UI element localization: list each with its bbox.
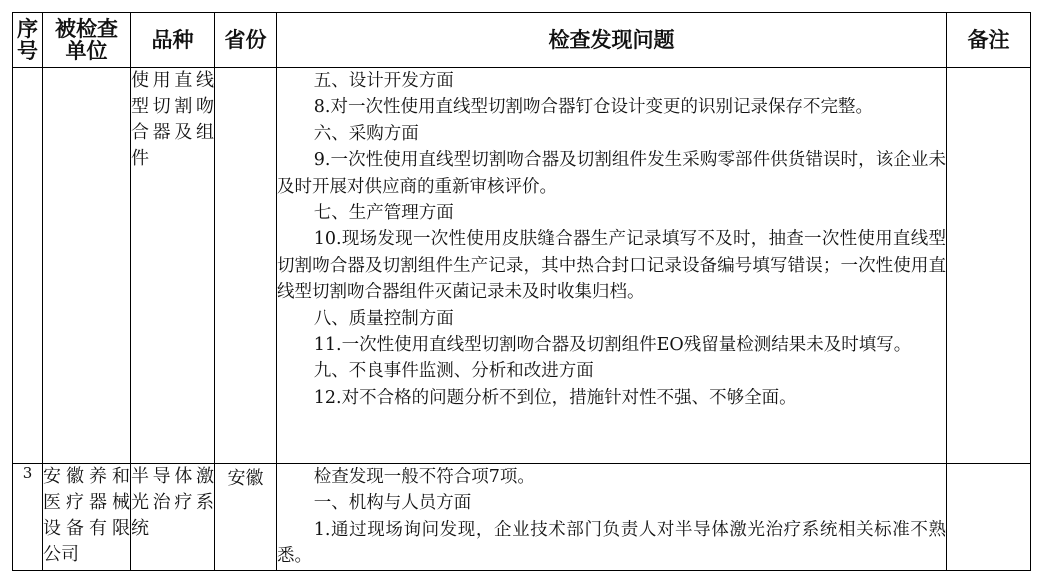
header-product: 品种 [131, 13, 215, 68]
row-findings [277, 68, 947, 464]
finding-heading: 九、不良事件监测、分析和改进方面 [313, 361, 594, 382]
finding-heading: 五、设计开发方面 [313, 71, 454, 91]
finding-item: 10.现场发现一次性使用皮肤缝合器生产记录填写不及时，抽查一次性使用直线型切割吻合器及切割组件生产记录，其中热合封口记录设备编号填写错误；一次性使用直线型切割吻合器组件灭菌记录未及时收集归档。 [277, 229, 946, 303]
row-product: 半导体激光治疗系统 [131, 464, 215, 571]
row-product: 使用直线型切割吻合器及组件 [131, 68, 215, 464]
row-remarks [947, 464, 1031, 571]
inspection-table [12, 12, 1031, 571]
row-findings [277, 464, 947, 571]
finding-summary: 检查发现一般不符合项7项。 [313, 467, 535, 487]
finding-item: 12.对不合格的问题分析不到位，措施针对性不强、不够全面。 [313, 387, 797, 408]
finding-item: 11.一次性使用直线型切割吻合器及切割组件EO残留量检测结果未及时填写。 [313, 335, 912, 356]
header-province: 省份 [215, 13, 277, 68]
header-index: 序号 [13, 13, 43, 68]
finding-heading: 八、质量控制方面 [313, 308, 454, 329]
finding-heading: 六、采购方面 [313, 123, 419, 144]
header-unit: 被检查单位 [43, 13, 131, 68]
row-index: 3 [13, 464, 43, 571]
header-remarks: 备注 [947, 13, 1031, 68]
table-row [13, 68, 1031, 464]
header-row [13, 13, 1031, 68]
header-findings: 检查发现问题 [277, 13, 947, 68]
finding-item: 9.一次性使用直线型切割吻合器及切割组件发生采购零部件供货错误时，该企业未及时开展对供应商的重新审核评价。 [277, 150, 946, 197]
row-province: 安徽 [215, 464, 277, 571]
row-remarks [947, 68, 1031, 464]
finding-item: 1.通过现场询问发现，企业技术部门负责人对半导体激光治疗系统相关标准不熟悉。 [277, 519, 946, 567]
row-index [13, 68, 43, 464]
row-unit: 安徽养和医疗器械设备有限公司 [43, 464, 131, 571]
finding-item: 8.对一次性使用直线型切割吻合器钉仓设计变更的识别记录保存不完整。 [313, 97, 873, 118]
table-row [13, 464, 1031, 571]
row-unit [43, 68, 131, 464]
finding-heading: 七、生产管理方面 [313, 203, 454, 224]
row-province [215, 68, 277, 464]
finding-heading: 一、机构与人员方面 [313, 493, 472, 514]
